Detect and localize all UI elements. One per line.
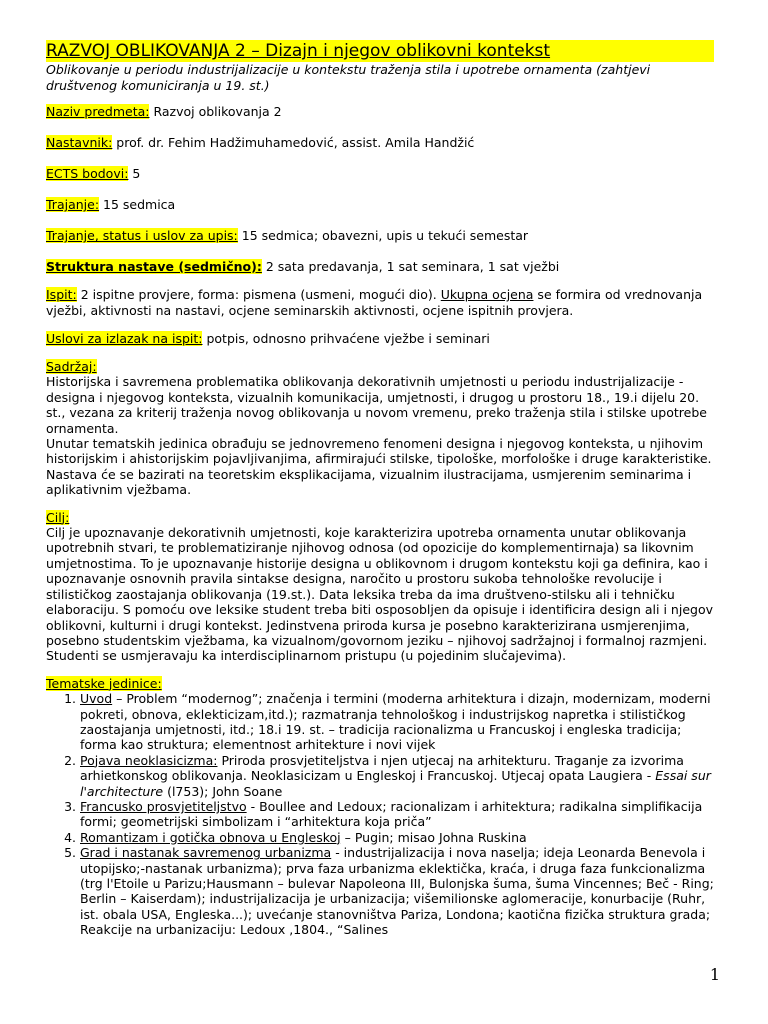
paragraph: Unutar tematskih jedinica obrađuju se jednovremeno fenomeni designa i njegovog konteksta, u njihovim historijskim i ahistorijskim pojavljivanjima, afirmirajući stilske, tipološke, morfološke i druge karakteristike. Nastava će se bazirati na teoretskim eksplikacijama, vizualnim ilustracijama, usmjerenim seminarima i aplikativnim vježbama.: [46, 436, 712, 498]
topic-emphasis: Essai sur l'architecture: [80, 768, 711, 799]
field-value: Razvoj oblikovanja 2: [149, 104, 282, 119]
field-struktura: [46, 259, 714, 275]
field-naziv: [46, 104, 714, 120]
topic-text: (l753); John Soane: [163, 783, 283, 799]
list-item: [80, 799, 714, 830]
field-value: prof. dr. Fehim Hadžimuhamedović, assist. Amila Handžić: [112, 135, 475, 150]
field-trajanje: [46, 197, 714, 213]
field-status: [46, 228, 714, 244]
field-label: Struktura nastave (sedmično):: [46, 259, 262, 274]
field-value: 15 sedmica; obavezni, upis u tekući semestar: [237, 228, 529, 243]
paragraph: Historijska i savremena problematika oblikovanja dekorativnih umjetnosti u periodu industrijalizacije - designa i njegovog konteksta, vizualnih komunikacija, umjetnosti, i drugog u prostoru 18., 19.i dijelu 20. st., vezana za kriterij traženja novog oblikovanja u novom vremenu, preko traženja stila i stilske upotrebe ornamenta.: [46, 374, 707, 436]
field-label: Trajanje:: [46, 197, 100, 212]
field-label: Trajanje, status i uslov za upis:: [46, 228, 238, 243]
section-heading: Sadržaj:: [46, 359, 97, 374]
topic-text: Priroda prosvjetiteljstva i njen utjecaj na arhitekturu. Traganje za izvorima arhietkonskog oblikovanja. Neoklasicizam u Engleskoj i Francuskoj. Utjecaj opata Laugiera -: [80, 752, 684, 784]
document-title: RAZVOJ OBLIKOVANJA 2 – Dizajn i njegov oblikovni kontekst: [46, 40, 714, 62]
field-ects: [46, 166, 714, 182]
field-label: ECTS bodovi:: [46, 166, 129, 181]
topic-text: - industrijalizacija i nova naselja; ideja Leonarda Benevola i utopijsko;-nastanak urbanizma); prva faza urbanizma eklektička, kraća, i druga faza funkcionalizma (trg l'Etoile u Parizu;Hausmann – bulevar Napoleona III, Bulonjska šuma, šuma Vincennes; Beč - Ring; Berlin – Kaiserdam); industrijalizacija je urbanizacija; višemilionske aglomeracije, konurbacije (Ruhr, ist. obala USA, Engleska...); uvećanje stanovništva Pariza, Londona; kaotična fizička struktura grada; Reakcije na urbanizaciju: Ledoux ,1804., “Salines: [80, 845, 714, 938]
field-label: Uslovi za izlazak na ispit:: [46, 331, 203, 346]
topic-text: – Pugin; misao Johna Ruskina: [340, 829, 527, 845]
list-item: [80, 753, 714, 799]
section-tematske: [46, 676, 714, 938]
field-value: potpis, odnosno prihvaćene vježbe i seminari: [202, 331, 490, 346]
section-heading: Tematske jedinice:: [46, 675, 162, 691]
topic-list: [46, 691, 714, 938]
topic-text: - Boullee and Ledoux; racionalizam i arhitektura; radikalna simplifikacija formi; geometrijski simbolizam i “arhitektura koja priča”: [80, 798, 703, 830]
ukupna-ocjena-term: Ukupna ocjena: [440, 287, 534, 302]
topic-text: – Problem “modernog”; značenja i termini (moderna arhitektura i dizajn, modernizam, moderni pokreti, obnova, eklekticizam,itd.); razmatranja tehnološkog i industrijskog napretka i stilističkog zaostajanja umjetnosti, itd.; 18.i 19. st. – tradicija racionalizma u Francuskoj i engleska tradicija; forma kao struktura; elementnost arhitekture i novi vijek: [80, 691, 711, 753]
field-value: 5: [128, 166, 141, 181]
field-uslovi: [46, 331, 714, 347]
topic-heading: Romantizam i gotička obnova u Engleskoj: [80, 829, 341, 845]
list-item: [80, 845, 714, 937]
field-label: Naziv predmeta:: [46, 104, 150, 119]
field-value: 15 sedmica: [99, 197, 176, 212]
field-value: 2 ispitne provjere, forma: pismena (usmeni, mogući dio).: [76, 287, 441, 302]
field-ispit: [46, 287, 714, 319]
section-sadrzaj: [46, 359, 714, 498]
topic-heading: Pojava neoklasicizma:: [80, 752, 218, 768]
field-label: Nastavnik:: [46, 135, 113, 150]
field-nastavnik: [46, 135, 714, 151]
topic-heading: Francusko prosvjetiteljstvo: [80, 798, 247, 814]
page-number: 1: [709, 965, 720, 984]
document-subtitle: Oblikovanje u periodu industrijalizacije u kontekstu traženja stila i upotrebe ornamenta (zahtjevi društvenog komuniciranja u 19. st.): [46, 62, 651, 93]
list-item: [80, 830, 714, 845]
topic-heading: Uvod: [80, 691, 113, 707]
topic-heading: Grad i nastanak savremenog urbanizma: [80, 845, 332, 861]
paragraph: Cilj je upoznavanje dekorativnih umjetnosti, koje karakterizira upotreba ornamenta unutar oblikovanja upotrebnih stvari, te problematiziranje njihovog odnosa (od opozicije do komplementirnaja) sa likovnim umjetnostima. To je upoznavanje historije designa u oblikovnom i drugom kontekstu koji ga definira, kao i upoznavanje osnovnih pravila sintakse designa, naročito u prostoru sukoba tehnološke revolucije i stilističkog zaostajanja oblikovanja (19.st.). Data leksika treba da ima društveno-stilsku ali i tehničku elaboraciju. S pomoću ove leksike student treba biti osposobljen da opisuje i identificira design ali i njegov oblikovni, kulturni i drugi kontekst. Jedinstvena priroda kursa je posebno karakterizirana usmjerenjima, posebno studentskim vježbama, ka vizualnom/govornom jeziku – njihovoj sadržajnoj i formalnoj razmjeni. Studenti se usmjeravaju ka interdisciplinarnom pristupu (u pojedinim slučajevima).: [46, 525, 713, 664]
section-cilj: [46, 510, 714, 664]
list-item: [80, 691, 714, 753]
field-label: Ispit:: [46, 287, 77, 302]
section-heading: Cilj:: [46, 509, 70, 525]
field-value: se formira od vrednovanja vježbi, aktivnosti na nastavi, ocjene seminarskih aktivnosti, ocjene ispitnih provjera.: [46, 287, 703, 318]
field-value: 2 sata predavanja, 1 sat seminara, 1 sat vježbi: [261, 259, 560, 274]
document-page: [46, 40, 714, 938]
